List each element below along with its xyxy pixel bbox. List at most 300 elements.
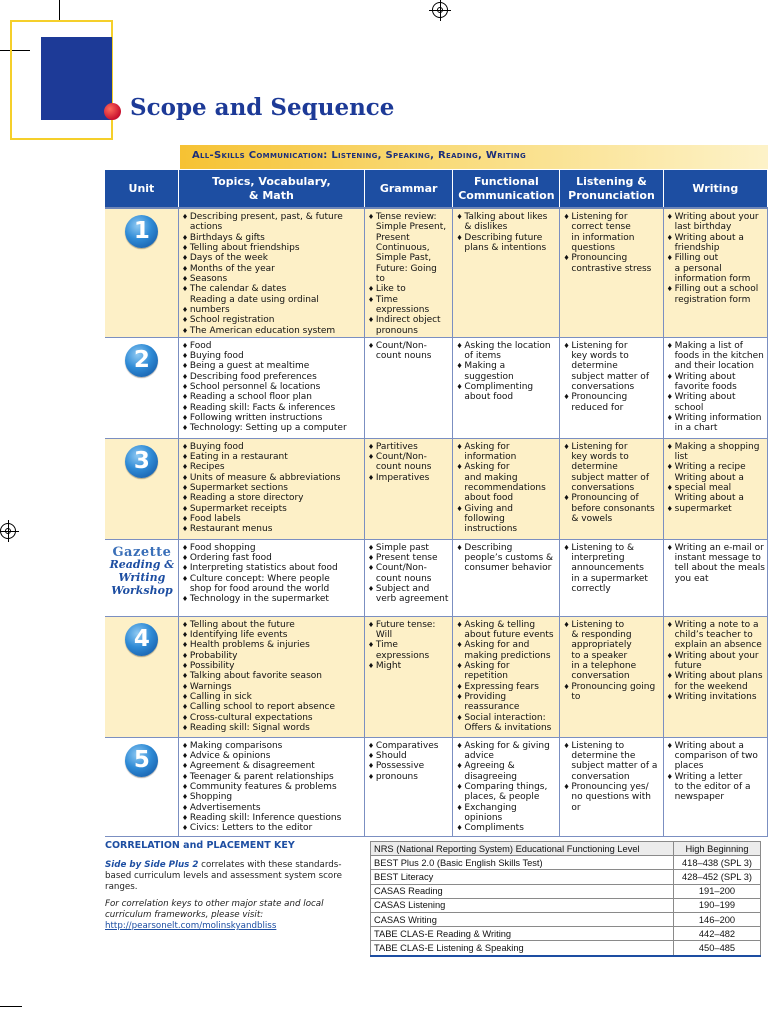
list-item: ♦ pronouns <box>368 772 450 782</box>
registration-mark-icon <box>432 2 448 18</box>
list-item: ♦ Filling out <box>667 253 765 263</box>
list-item: ♦ Listening to & <box>563 543 660 553</box>
list-item: pronouns <box>375 325 418 336</box>
grammar-list <box>368 741 450 782</box>
table-row <box>105 737 768 836</box>
list-item: ♦ Giving and <box>456 504 557 514</box>
list-item: for the weekend <box>674 681 748 692</box>
list-item: disagreeing <box>464 771 518 782</box>
grammar-cell <box>364 337 452 438</box>
gazette-title: Gazette <box>112 544 172 560</box>
list-item: ♦ Recipes <box>182 462 362 472</box>
correlation-system: BEST Plus 2.0 (Basic English Skills Test) <box>371 856 674 870</box>
list-item: ♦ Pronouncing yes/ <box>563 782 660 792</box>
correlation-row <box>371 884 761 898</box>
list-item: ♦ Following written instructions <box>182 413 362 423</box>
list-item: conversation <box>571 771 630 782</box>
list-item: ♦ Technology in the supermarket <box>182 594 362 604</box>
listening-list <box>563 442 660 525</box>
list-item: tell about the meals <box>674 563 765 574</box>
list-item: last birthday <box>674 222 732 233</box>
correlation-system: TABE CLAS-E Reading & Writing <box>371 927 674 941</box>
table-row <box>105 337 768 438</box>
unit-number-badge: 4 <box>125 623 158 656</box>
unit-number-badge: 2 <box>125 344 158 377</box>
listening-list <box>563 543 660 595</box>
list-item: child’s teacher to <box>674 629 753 640</box>
list-item: following <box>464 513 505 524</box>
page-title: Scope and Sequence <box>130 94 395 121</box>
list-item: ♦ Reading skill: Facts & inferences <box>182 403 362 413</box>
list-item: information form <box>674 274 751 285</box>
listening-cell <box>560 208 663 337</box>
list-item: comparison of two <box>674 750 758 761</box>
correlation-level: 146–200 <box>674 912 761 926</box>
list-item: key words to <box>571 350 629 361</box>
list-item: ♦ Count/Non- <box>368 452 450 462</box>
list-item: ♦ Restaurant menus <box>182 524 362 534</box>
correlation-system: CASAS Reading <box>371 884 674 898</box>
list-item: in a supermarket <box>571 573 648 584</box>
list-item: questions <box>571 243 615 254</box>
writing-list <box>667 543 765 584</box>
list-item: ♦ Culture concept: Where people <box>182 574 362 584</box>
list-item: ♦ Technology: Setting up a computer <box>182 423 362 433</box>
correlation-intro-text: correlates with these standards-based curriculum levels and assessment system score ranges. <box>105 860 342 892</box>
scope-table <box>105 170 768 837</box>
list-item: ♦ Time <box>368 640 450 650</box>
list-item: expressions <box>375 650 430 661</box>
list-item: ♦ Present tense <box>368 553 450 563</box>
list-item: to the editor of a <box>674 781 751 792</box>
list-item: ♦ Possessive <box>368 761 450 771</box>
list-item: advice <box>464 750 494 761</box>
correlation-level: 418–438 (SPL 3) <box>674 856 761 870</box>
list-item: ♦ Writing a recipe <box>667 462 765 472</box>
list-item: ♦ Asking for <box>456 661 557 671</box>
list-item: ♦ Writing about a <box>667 233 765 243</box>
crop-mark-top <box>59 0 60 22</box>
list-item: in a telephone <box>571 660 637 671</box>
list-item: ♦ Indirect object <box>368 315 450 325</box>
list-item: Simple Present, <box>375 222 447 233</box>
list-item: ♦ Talking about likes <box>456 212 557 222</box>
list-item: opinions <box>464 812 503 823</box>
list-item: ♦ Warnings <box>182 682 362 692</box>
list-item: newspaper <box>674 792 725 803</box>
topics-list <box>182 543 362 605</box>
list-item: no questions with <box>571 792 651 803</box>
unit-number-badge: 3 <box>125 445 158 478</box>
correlation-system: TABE CLAS-E Listening & Speaking <box>371 941 674 956</box>
unit-cell <box>105 539 178 616</box>
list-item: ♦ Buying food <box>182 351 362 361</box>
table-row <box>105 616 768 737</box>
list-item: ♦ The American education system <box>182 326 362 336</box>
list-item: ♦ Identifying life events <box>182 630 362 640</box>
list-item: ♦ Expressing fears <box>456 682 557 692</box>
list-item: ♦ Reading skill: Signal words <box>182 723 362 733</box>
functional-cell <box>453 438 560 539</box>
listening-cell <box>560 539 663 616</box>
list-item: ♦ Reading skill: Inference questions <box>182 813 362 823</box>
list-item: plans & intentions <box>464 243 547 254</box>
correlation-row <box>371 941 761 956</box>
list-item: & responding <box>571 629 632 640</box>
unit-number-badge: 5 <box>125 744 158 777</box>
list-item: places <box>674 761 704 772</box>
list-item: correctly <box>571 583 611 594</box>
list-item: ♦ Advice & opinions <box>182 751 362 761</box>
correlation-level: 442–482 <box>674 927 761 941</box>
topics-list <box>182 741 362 834</box>
list-item: subject matter of a <box>571 761 658 772</box>
list-item: ♦ Listening for <box>563 442 660 452</box>
list-item: ♦ Describing food preferences <box>182 372 362 382</box>
list-item: ♦ Health problems & injuries <box>182 640 362 650</box>
list-item: count nouns <box>375 573 432 584</box>
list-item: list <box>674 451 688 462</box>
list-item: ♦ Describing <box>456 543 557 553</box>
topics-list <box>182 442 362 535</box>
list-item: ♦ Making a <box>456 361 557 371</box>
list-item: ♦ Imperatives <box>368 473 450 483</box>
list-item: future <box>674 660 702 671</box>
listening-list <box>563 620 660 703</box>
list-item: a personal <box>674 263 722 274</box>
list-item: about food <box>464 392 514 403</box>
grammar-cell <box>364 438 452 539</box>
list-item: friendship <box>674 243 720 254</box>
list-item: ♦ Community features & problems <box>182 782 362 792</box>
unit-cell <box>105 208 178 337</box>
list-item: ♦ Should <box>368 751 450 761</box>
list-item: ♦ Social interaction: <box>456 713 557 723</box>
correlation-level: 191–200 <box>674 884 761 898</box>
table-header-row <box>105 170 768 208</box>
topics-cell <box>178 737 364 836</box>
correlation-row <box>371 912 761 926</box>
listening-list <box>563 341 660 413</box>
list-item: ♦ Possibility <box>182 661 362 671</box>
correlation-row <box>371 870 761 884</box>
list-item: ♦ Making a list of <box>667 341 765 351</box>
list-item: ♦ Civics: Letters to the editor <box>182 823 362 833</box>
list-item: ♦ Interpreting statistics about food <box>182 563 362 573</box>
list-item: Writing about a <box>674 472 744 483</box>
correlation-system: BEST Literacy <box>371 870 674 884</box>
list-item: before consonants <box>571 503 655 514</box>
header-writing: Writing <box>663 170 767 208</box>
topics-cell <box>178 616 364 737</box>
correlation-level: 450–485 <box>674 941 761 956</box>
list-item: Offers & invitations <box>464 722 552 733</box>
correlation-level: High Beginning <box>674 842 761 856</box>
writing-cell <box>663 737 767 836</box>
list-item: ♦ Asking for and <box>456 640 557 650</box>
list-item: ♦ Comparing things, <box>456 782 557 792</box>
list-item: school <box>674 402 704 413</box>
list-item: ♦ Being a guest at mealtime <box>182 361 362 371</box>
table-row <box>105 208 768 337</box>
list-item: ♦ Buying food <box>182 442 362 452</box>
list-item: ♦ School registration <box>182 315 362 325</box>
crop-mark-bottom <box>0 1006 22 1007</box>
list-item: ♦ Units of measure & abbreviations <box>182 473 362 483</box>
list-item: ♦ Partitives <box>368 442 450 452</box>
list-item: ♦ Writing a letter <box>667 772 765 782</box>
list-item: ♦ Probability <box>182 651 362 661</box>
correlation-row <box>371 842 761 856</box>
list-item: ♦ Asking for & giving <box>456 741 557 751</box>
list-item: actions <box>189 222 223 233</box>
correlation-system: CASAS Writing <box>371 912 674 926</box>
list-item: ♦ Supermarket receipts <box>182 504 362 514</box>
grammar-list <box>368 620 450 672</box>
unit-cell <box>105 616 178 737</box>
functional-cell <box>453 539 560 616</box>
topics-cell <box>178 539 364 616</box>
unit-cell <box>105 737 178 836</box>
list-item: ♦ Writing invitations <box>667 692 765 702</box>
header-color-block <box>41 37 112 120</box>
list-item: registration form <box>674 294 751 305</box>
list-item: ♦ supermarket <box>667 504 765 514</box>
header-grammar: Grammar <box>364 170 452 208</box>
correlation-level: 428–452 (SPL 3) <box>674 870 761 884</box>
list-item: ♦ Filling out a school <box>667 284 765 294</box>
list-item: appropriately <box>571 640 632 651</box>
unit-cell <box>105 337 178 438</box>
listening-list <box>563 212 660 274</box>
list-item: ♦ Agreeing & <box>456 761 557 771</box>
list-item: ♦ Calling in sick <box>182 692 362 702</box>
list-item: ♦ School personnel & locations <box>182 382 362 392</box>
list-item: Writing about a <box>674 493 744 504</box>
gazette-line: Writing <box>118 570 166 584</box>
list-item: ♦ Teenager & parent relationships <box>182 772 362 782</box>
list-item: ♦ Seasons <box>182 274 362 284</box>
list-item: about food <box>464 493 514 504</box>
list-item: Simple Past, <box>375 253 432 264</box>
list-item: people’s customs & <box>464 552 554 563</box>
list-item: Will <box>375 629 393 640</box>
listening-cell <box>560 438 663 539</box>
functional-list <box>456 741 557 834</box>
writing-list <box>667 620 765 703</box>
list-item: ♦ Listening to <box>563 741 660 751</box>
list-item: consumer behavior <box>464 563 552 574</box>
unit-cell <box>105 438 178 539</box>
list-item: ♦ Ordering fast food <box>182 553 362 563</box>
list-item: announcements <box>571 563 644 574</box>
list-item: places, & people <box>464 792 540 803</box>
list-item: count nouns <box>375 350 432 361</box>
listening-cell <box>560 337 663 438</box>
list-item: ♦ Days of the week <box>182 253 362 263</box>
functional-list <box>456 341 557 403</box>
correlation-system: CASAS Listening <box>371 898 674 912</box>
writing-cell <box>663 208 767 337</box>
list-item: foods in the kitchen <box>674 350 764 361</box>
list-item: ♦ Listening to <box>563 620 660 630</box>
list-item: ♦ Count/Non- <box>368 341 450 351</box>
functional-list <box>456 543 557 574</box>
listening-cell <box>560 616 663 737</box>
topics-list <box>182 341 362 434</box>
gazette-line: Reading & <box>109 557 175 571</box>
list-item: ♦ Pronouncing <box>563 392 660 402</box>
correlation-table <box>370 841 761 957</box>
list-item: ♦ Listening for <box>563 212 660 222</box>
list-item: ♦ Food shopping <box>182 543 362 553</box>
list-item: ♦ Food labels <box>182 514 362 524</box>
list-item: conversation <box>571 671 630 682</box>
list-item: ♦ Listening for <box>563 341 660 351</box>
list-item: expressions <box>375 305 430 316</box>
list-item: ♦ Writing about your <box>667 212 765 222</box>
list-item: determine <box>571 361 618 372</box>
list-item: determine the <box>571 750 636 761</box>
list-item: contrastive stress <box>571 263 652 274</box>
red-dot-icon <box>104 103 121 120</box>
list-item: ♦ Comparatives <box>368 741 450 751</box>
list-item: ♦ The calendar & dates <box>182 284 362 294</box>
list-item: in information <box>571 232 635 243</box>
list-item: ♦ Asking & telling <box>456 620 557 630</box>
list-item: ♦ Calling school to report absence <box>182 702 362 712</box>
list-item: ♦ Eating in a restaurant <box>182 452 362 462</box>
correlation-link[interactable]: http://pearsonelt.com/molinskyandbliss <box>105 921 277 931</box>
list-item: ♦ Asking for <box>456 442 557 452</box>
list-item: ♦ Writing about <box>667 372 765 382</box>
registration-mark-icon <box>0 523 16 539</box>
correlation-row <box>371 927 761 941</box>
list-item: ♦ Pronouncing <box>563 253 660 263</box>
list-item: ♦ Asking for <box>456 462 557 472</box>
list-item: Present <box>375 232 410 243</box>
list-item: ♦ Pronouncing going <box>563 682 660 692</box>
grammar-cell <box>364 737 452 836</box>
list-item: ♦ Tense review: <box>368 212 450 222</box>
list-item: reassurance <box>464 702 520 713</box>
list-item: ♦ Shopping <box>182 792 362 802</box>
correlation-row <box>371 856 761 870</box>
grammar-list <box>368 341 450 362</box>
list-item: ♦ Count/Non- <box>368 563 450 573</box>
topics-list <box>182 620 362 734</box>
grammar-cell <box>364 539 452 616</box>
list-item: ♦ Telling about the future <box>182 620 362 630</box>
list-item: ♦ Pronouncing of <box>563 493 660 503</box>
list-item: ♦ Time <box>368 295 450 305</box>
list-item: Future: Going <box>375 263 437 274</box>
list-item: suggestion <box>464 371 514 382</box>
header-unit: Unit <box>105 170 178 208</box>
writing-cell <box>663 539 767 616</box>
list-item: ♦ Supermarket sections <box>182 483 362 493</box>
list-item: ♦ Future tense: <box>368 620 450 630</box>
list-item: conversations <box>571 482 635 493</box>
gazette-workshop-label <box>108 544 176 597</box>
list-item: ♦ Describing future <box>456 233 557 243</box>
list-item: ♦ Might <box>368 661 450 671</box>
list-item: recommendations <box>464 482 546 493</box>
correlation-row <box>371 898 761 912</box>
list-item: instant message to <box>674 552 761 563</box>
list-item: ♦ special meal <box>667 483 765 493</box>
list-item: ♦ Reading a store directory <box>182 493 362 503</box>
functional-list <box>456 212 557 253</box>
banner-text: All-Skills Communication: Listening, Speaking, Reading, Writing <box>192 150 527 161</box>
list-item: ♦ Birthdays & gifts <box>182 233 362 243</box>
list-item: ♦ Writing a note to a <box>667 620 765 630</box>
list-item: ♦ Exchanging <box>456 803 557 813</box>
list-item: ♦ Describing present, past, & future <box>182 212 362 222</box>
list-item: ♦ Simple past <box>368 543 450 553</box>
list-item: ♦ Making a shopping <box>667 442 765 452</box>
topics-cell <box>178 208 364 337</box>
correlation-table-body <box>371 842 761 956</box>
writing-cell <box>663 616 767 737</box>
list-item: and making <box>464 472 518 483</box>
list-item: ♦ Compliments <box>456 823 557 833</box>
list-item: & vowels <box>571 513 613 524</box>
list-item: ♦ Months of the year <box>182 264 362 274</box>
list-item: or <box>571 802 581 813</box>
writing-list <box>667 212 765 305</box>
list-item: ♦ Complimenting <box>456 382 557 392</box>
grammar-list <box>368 212 450 336</box>
functional-cell <box>453 737 560 836</box>
skills-banner <box>180 145 768 169</box>
list-item: to <box>375 274 385 285</box>
list-item: ♦ Writing an e-mail or <box>667 543 765 553</box>
correlation-intro <box>105 860 355 893</box>
table-row <box>105 539 768 616</box>
list-item: ♦ Writing about your <box>667 651 765 661</box>
list-item: ♦ Agreement & disagreement <box>182 761 362 771</box>
writing-cell <box>663 337 767 438</box>
list-item: key words to <box>571 451 629 462</box>
topics-cell <box>178 337 364 438</box>
list-item: subject matter of <box>571 472 649 483</box>
list-item: correct tense <box>571 222 631 233</box>
product-name: Side by Side Plus 2 <box>105 860 199 870</box>
header-topics: Topics, Vocabulary, & Math <box>178 170 364 208</box>
list-item: count nouns <box>375 462 432 473</box>
list-item: favorite foods <box>674 381 737 392</box>
functional-cell <box>453 208 560 337</box>
list-item: to a speaker <box>571 650 628 661</box>
list-item: ♦ Writing about a <box>667 741 765 751</box>
grammar-cell <box>364 616 452 737</box>
gazette-line: Workshop <box>111 583 173 597</box>
topics-list <box>182 212 362 336</box>
grammar-list <box>368 442 450 483</box>
list-item: to <box>571 691 581 702</box>
listening-cell <box>560 737 663 836</box>
list-item: ♦ Reading a school floor plan <box>182 392 362 402</box>
list-item: shop for food around the world <box>189 583 330 594</box>
listening-list <box>563 741 660 813</box>
list-item: ♦ Writing about plans <box>667 671 765 681</box>
writing-list <box>667 341 765 434</box>
functional-cell <box>453 337 560 438</box>
list-item: & dislikes <box>464 222 508 233</box>
writing-list <box>667 741 765 803</box>
list-item: subject matter of <box>571 371 649 382</box>
